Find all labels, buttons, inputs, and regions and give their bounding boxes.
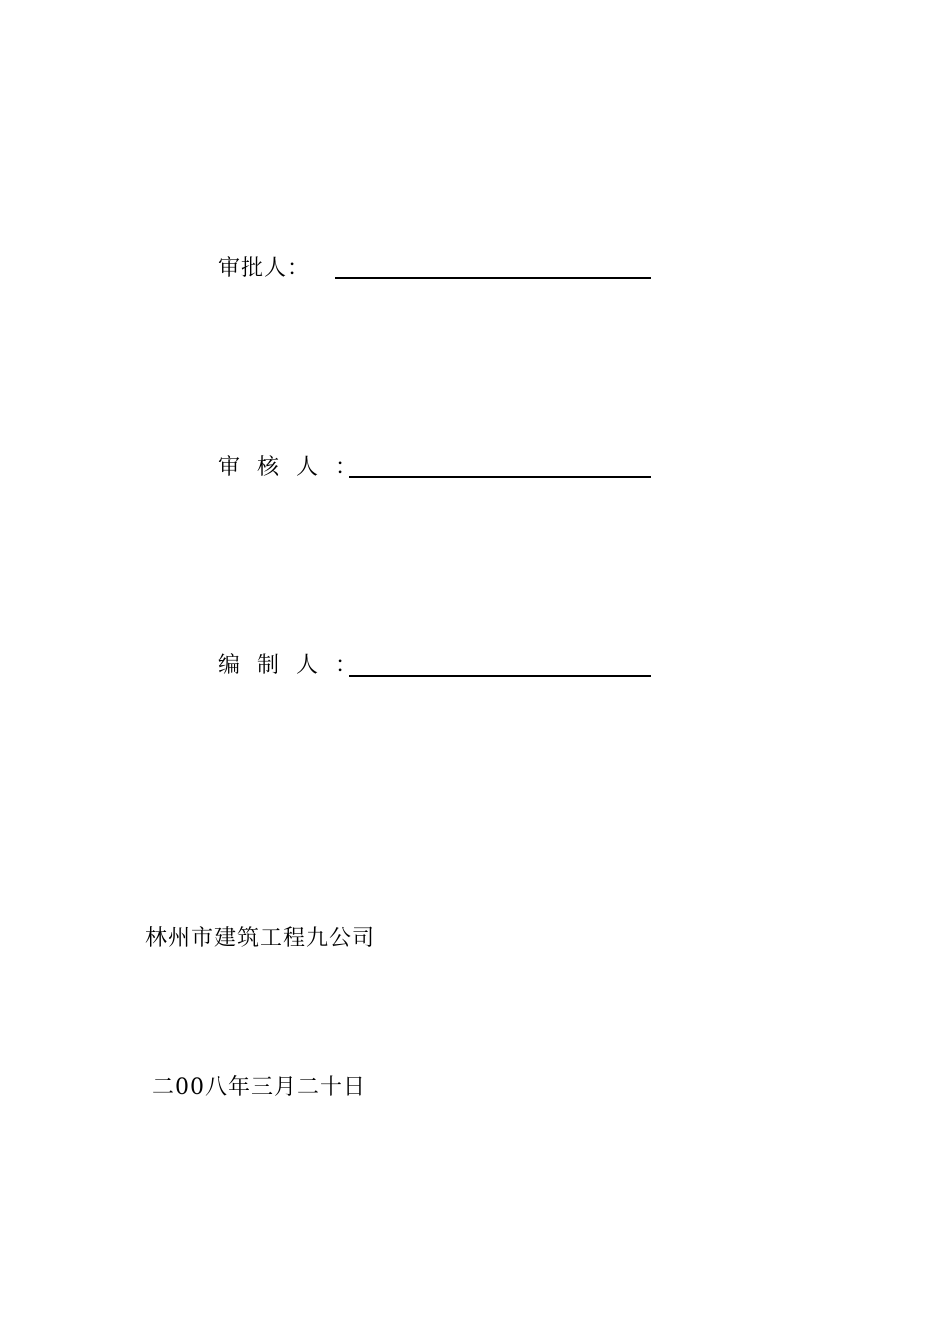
- document-date: 二00八年三月二十日: [152, 1075, 366, 1100]
- approver-signature-line: [335, 277, 651, 279]
- preparer-label: 编制人：: [218, 653, 375, 678]
- preparer-signature-line: [349, 675, 651, 677]
- approver-label: 审批人：: [218, 256, 311, 281]
- reviewer-label: 审核人：: [218, 455, 375, 480]
- reviewer-signature-line: [349, 476, 651, 478]
- company-name: 林州市建筑工程九公司: [145, 926, 376, 951]
